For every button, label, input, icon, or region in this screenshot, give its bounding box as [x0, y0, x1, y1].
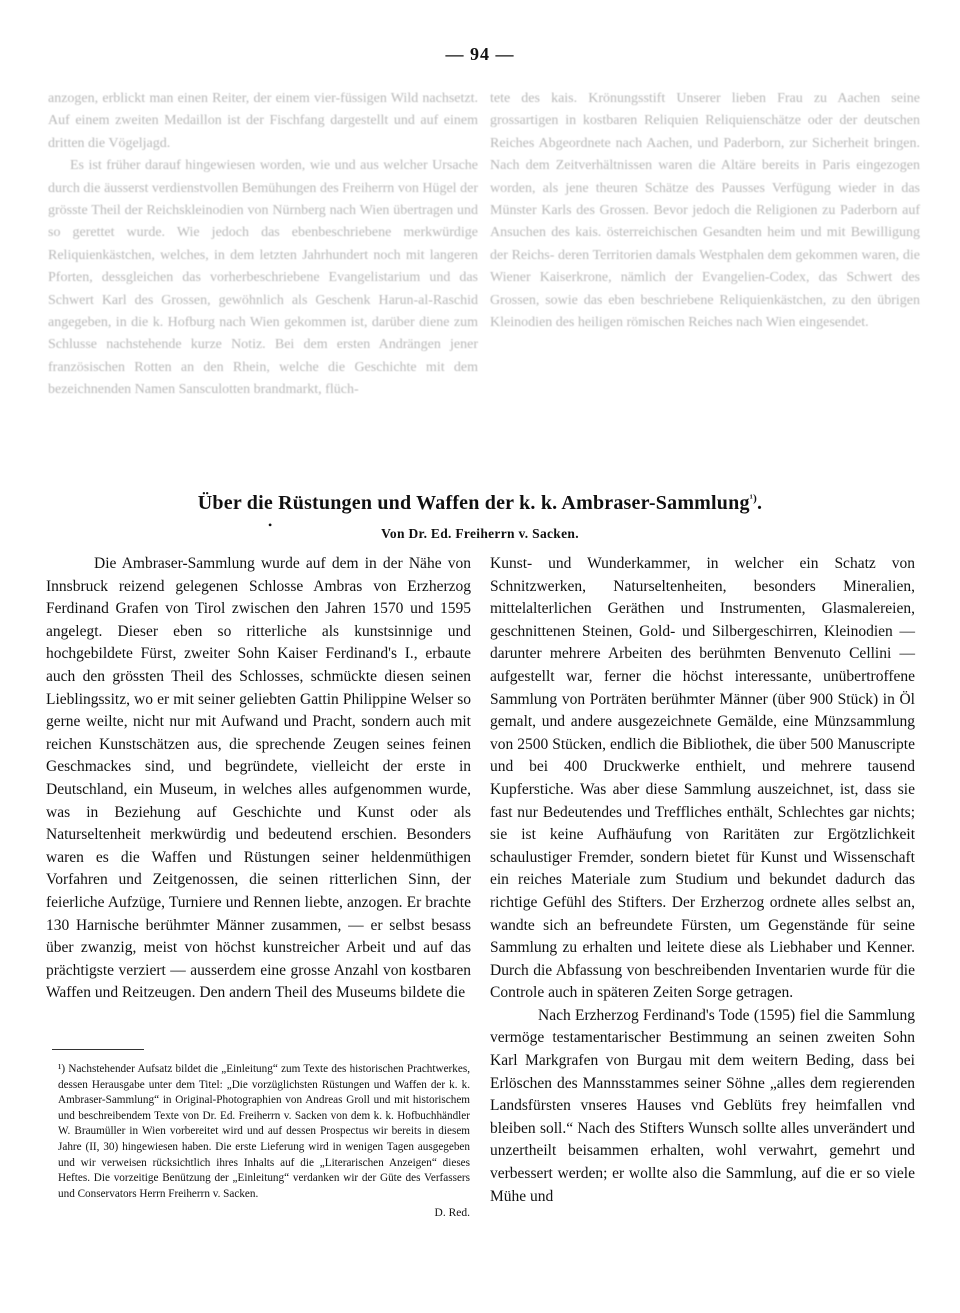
body-paragraph: Die Ambraser-Sammlung wurde auf dem in der Nähe von Innsbruck reizend gelegenen Schlosse Ambras von Erzherzog Ferdinand Grafen von Tirol zwischen den Jahren 1570 und 1595 angelegt. Dieser eben so ritterliche als kunstsinnige und hochgebildete Fürst, zweiter Sohn Kaiser Ferdinand's I., erbaute auch den grössten Theil des Schlosses, schmückte diesen seinen Lieblingssitz, wo er mit seiner geliebten Gattin Philippine Welser so gerne weilte, nicht nur mit Aufwand und Pracht, sondern auch mit reichen Kunstschätzen aus, die sprechende Zeugen seines feinen Geschmackes sind, und begründete, vielleicht der erste in Deutschland, ein Museum, in welches alles aufgenommen wurde, was in Beziehung auf Geschichte und Kunst oder als Naturseltenheit merkwürdig und bedeutend erschien. Besonders waren es die Waffen und Rüstungen seiner heldenmüthigen Vorfahren und Zeitgenossen, die seinen ritterlichen Sinn, der feierliche Aufzüge, Turniere und Rennen liebte, anzogen. Er brachte 130 Harnische berühmter Männer zusammen, — er selbst besass über zwanzig, meist von höchst kunstreicher Arbeit und auf das prächtigste verziert — ausserdem eine grosse Anzahl von kostbaren Waffen und Reitzeugen. Den andern Theil des Museums bildete die — [46, 555, 471, 1002]
previous-paragraph: anzogen, erblickt man einen Reiter, der einem vier-füssigen Wild nachsetzt. Auf einem zweiten Medaillon ist der Fischfang dargestellt und auf einem dritten die Vögeljagd. — [48, 91, 478, 151]
article-right-column — [490, 553, 915, 1208]
article-left-column — [46, 553, 471, 1005]
body-paragraph: Kunst- und Wunderkammer, in welcher ein Schatz von Schnitzwerken, Naturseltenheiten, besonders Mineralien, mittelalterlichen Geräthen und Instrumenten, Glasmalereien, geschnittenen Steinen, Gold- und Silbergeschirren, Kleinodien — darunter mehrere Arbeiten des berühmten Benvenuto Cellini — aufgestellt war, ferner die höchst interessante, unübertroffene Sammlung von Porträten berühmter Männer (über 900 Stück) in Öl gemalt, und andere ausgezeichnete Gemälde, eine Münzsammlung von 2500 Stücken, endlich die Bibliothek, die über 500 Manuscripte und bei 400 Druckwerke enthielt, und mehrere tausend Kupferstiche. Was aber diese Sammlung auszeichnet, ist, dass sie fast nur Bedeutendes und Treffliches enthält, Schlechtes gar nichts; sie ist keine Aufhäufung von Raritäten zur Ergötzlichkeit schaulustiger Fremder, sondern bietet für Kunst und Wissenschaft ein reiches Materiale zum Studium und bekundet dadurch das richtige Gefühl des Stifters. Der Erzherzog ordnete alles selbst an, wandte sich an befreundete Fürsten, um Gegenstände für seine Sammlung zu erhalten und leitete diese als Liebhaber und Kenner. Durch die Abfassung von beschreibenden Inventarien wurde für die Controle auch in späteren Zeiten Sorge getragen. — [490, 555, 915, 1002]
article-author: Von Dr. Ed. Freiherrn v. Sacken. — [381, 526, 579, 541]
previous-article-left-column — [48, 88, 478, 473]
footnote-signature: D. Red. — [434, 1207, 470, 1220]
article-title-text: Über die Rüstungen und Waffen der k. k. Ambraser-Sammlung — [197, 492, 750, 514]
footnote-text: ¹) Nachstehender Aufsatz bildet die „Einleitung“ zum Texte des historischen Prachtwerkes, dessen Herausgabe unter dem Titel: „Die vorzüglichsten Rüstungen und Waffen der k. k. Ambraser-Sammlung“ in Original-Photographien von Andreas Groll und mit historischem und beschreibendem Texte von Dr. Ed. Freiherrn v. Sacken von dem k. k. Hofbuchhändler W. Braumüller in Wien vorbereitet wird und auf dessen Prospectus wir bereits in diesem Jahre (II, 30) hingewiesen haben. Die erste Lieferung wird in wenigen Tagen ausgegeben und wir verweisen rücksichtlich ihres Inhalts auf die „Literarischen Anzeigen“ dieses Heftes. Die vorzeitige Benützung der „Einleitung“ verdanken wir der Güte des Verfassers und Conservators Herrn Freiherrn v. Sacken. — [58, 1063, 470, 1200]
decorative-dot: • — [268, 518, 273, 532]
page-number: — 94 — — [445, 44, 515, 64]
body-paragraph: Nach Erzherzog Ferdinand's Tode (1595) fiel die Sammlung vermöge testamentarischer Bestimmung an seinen zweiten Sohn Karl Markgrafen von Burgau mit dem weitern Beding, dass bei Erlöschen des Mannsstammes seiner Söhne „alles dem regierenden Landsfürsten vnseres Hauses vnd Geblüts frey heimfallen vnd bleiben soll.“ Nach des Stifters Wunsch sollte alles unverändert und unzertheilt beisammen erhalten, wohl verwahrt, gemehrt und verbessert werden; er wollte also die Sammlung, auf die er so viele Mühe und — [490, 1006, 915, 1205]
previous-paragraph: tete des kais. Krönungsstift Unserer lieben Frau zu Aachen seine grossartigen in kostbaren Reliquien Reliquienschätze oder der deutschen Reiches Abgeordnete nach Aachen, und Paderborn, zur Sicherheit bringen. Nach dem Zeitverhältnissen waren die Altäre bereits in Paris eingezogen worden, als jene theuren Schätze des Pausses Verfügung wieder in das Münster Karls des Grossen. Bevor jedoch die Religionen zu Paderborn auf Ansuchen des kais. österreichischen Gesandten heim und mit Bewilligung der Reichs- deren Territorien damals Westphalen dem gekommen waren, die Wiener Kaiserkrone, nämlich der Evangelien-Codex, das Schwert des Grossen, sowie das eben beschriebene Reliquienkästchen, zu den übrigen Kleinodien des heiligen römischen Reiches nach Wien eingesendet. — [490, 91, 920, 331]
previous-article-continuation — [48, 88, 920, 473]
footnote-divider — [52, 1049, 144, 1050]
previous-article-right-column — [490, 88, 920, 473]
footnote-marker: ¹) — [749, 492, 758, 505]
article-title: Über die Rüstungen und Waffen der k. k. Ambraser-Sammlung$^{^1)}$. — [197, 492, 763, 514]
previous-paragraph: Es ist früher darauf hingewiesen worden, wie und aus welcher Ursache durch die äusserst verdienstvollen Bemühungen des Freiherrn von Hügel der grösste Theil der Reichskleinodien von Nürnberg nach Wien übertragen und so gerettet wurde. Wie jedoch das ebenbeschriebene merkwürdige Reliquienkästchen, welches, in dem letzten Jahrhundert noch mit langeren Pforten, dessgleichen das vorherbeschriebene Evangelistarium und das Schwert Karl des Grossen, gewöhnlich als Geschenk Harun-al-Raschid angegeben, in die k. Hofburg nach Wien gekommen ist, darüber diene zum Schlusse nachstehende kurze Notiz. Bei dem ersten Andrängen jener französischen Rotten an den Rhein, welche die Geschichte mit dem bezeichnenden Namen Sansculotten brandmarkt, flüch- — [48, 158, 478, 398]
footnote — [58, 1062, 470, 1222]
